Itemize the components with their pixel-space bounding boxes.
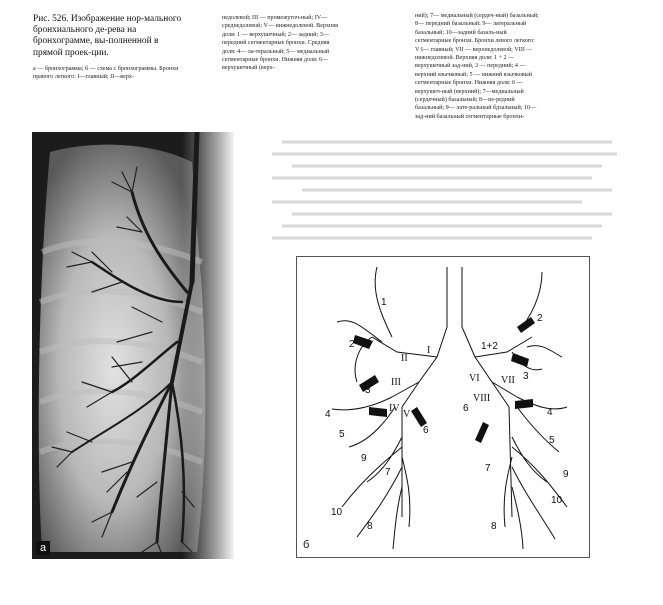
bronchial-tree-diagram xyxy=(296,256,590,558)
label-r9: 9 xyxy=(361,453,367,464)
label-r1: 1 xyxy=(381,297,387,308)
label-r8: 8 xyxy=(367,521,373,532)
label-r7: 7 xyxy=(385,467,391,478)
label-rIV: IV xyxy=(389,403,400,414)
label-l5: 5 xyxy=(549,435,555,446)
figure-label-a: а xyxy=(36,541,50,555)
label-l4: 4 xyxy=(547,407,553,418)
bronchogram-image xyxy=(32,132,234,559)
label-l12: 1+2 xyxy=(481,341,498,352)
label-rII: II xyxy=(401,353,408,364)
label-rV: V xyxy=(403,409,411,420)
label-lVI: VI xyxy=(469,373,480,384)
label-r4: 4 xyxy=(325,409,331,420)
label-l10: 10 xyxy=(551,495,563,506)
label-rIII: III xyxy=(391,377,401,388)
label-r6: 6 xyxy=(423,425,429,436)
bronchial-tree-schematic xyxy=(297,257,589,557)
label-r2: 2 xyxy=(349,339,355,350)
show-through-texture xyxy=(262,136,622,251)
caption-legend-part-3: ний); 7— медиальный (сердеч-ный) базальный; 8— передний базальный; 9— латеральный базальный; 10—задний базаль-ный сегментарные бронхи. Бронхи левого легкого: V I— главный; VII — верхнедолевой; VIII — нижнедолевой. Верхняя доля: 1 + 2 — верхушечный зад-ний, 3 — передний; 4 — верхний язычковый; 5 — нижний язычковый сегментарные бронхи. Нижняя доля: 6 — верхушеч-ный (верхний); 7—медиальный (сердечный) базальный; 8—пе-редний базальный; 9— лате-ральный бдзальный; 10— зад-ний базальный сегментарные бронхи- xyxy=(415,13,539,120)
label-rI: I xyxy=(427,345,431,356)
label-lVII: VII xyxy=(501,375,515,386)
label-l9: 9 xyxy=(563,469,569,480)
label-l3: 3 xyxy=(523,371,529,382)
bronchogram-xray xyxy=(32,132,234,559)
label-l6: 6 xyxy=(463,403,469,414)
figure-caption-title: Рис. 526. Изображение нор-мального бронхиального де-рева на бронхограмме, вы-полненной в прямой проек-ции. xyxy=(33,14,182,58)
label-r10: 10 xyxy=(331,507,343,518)
caption-legend-part-2: недолевой; III — промежуточ-ный; IV—среднедолевой; V— нижнедолевой. Верхняя доля: 1 — верхушечный; 2— задний; 3— передний сегментарные бронхи. Средняя доля: 4— ла-теральный; 5— медиальный сегментарные бронхи. Нижняя доля: 6— верхушечный (верх- xyxy=(222,15,338,72)
label-r5: 5 xyxy=(339,429,345,440)
caption-legend-part-1: а — бронхограмма; б — схема с бронхограммы. Бронхи правого легкого: I—главный; II—верх- xyxy=(33,65,179,81)
label-l2: 2 xyxy=(537,313,543,324)
label-l8: 8 xyxy=(491,521,497,532)
caption-column-1 xyxy=(33,14,183,82)
caption-column-3 xyxy=(415,12,540,121)
left-lung-labels xyxy=(463,313,569,532)
caption-column-2 xyxy=(222,14,340,73)
label-l7: 7 xyxy=(485,463,491,474)
label-lVIII: VIII xyxy=(473,393,491,404)
label-r3: 3 xyxy=(365,385,371,396)
figure-label-b: б xyxy=(303,539,310,551)
